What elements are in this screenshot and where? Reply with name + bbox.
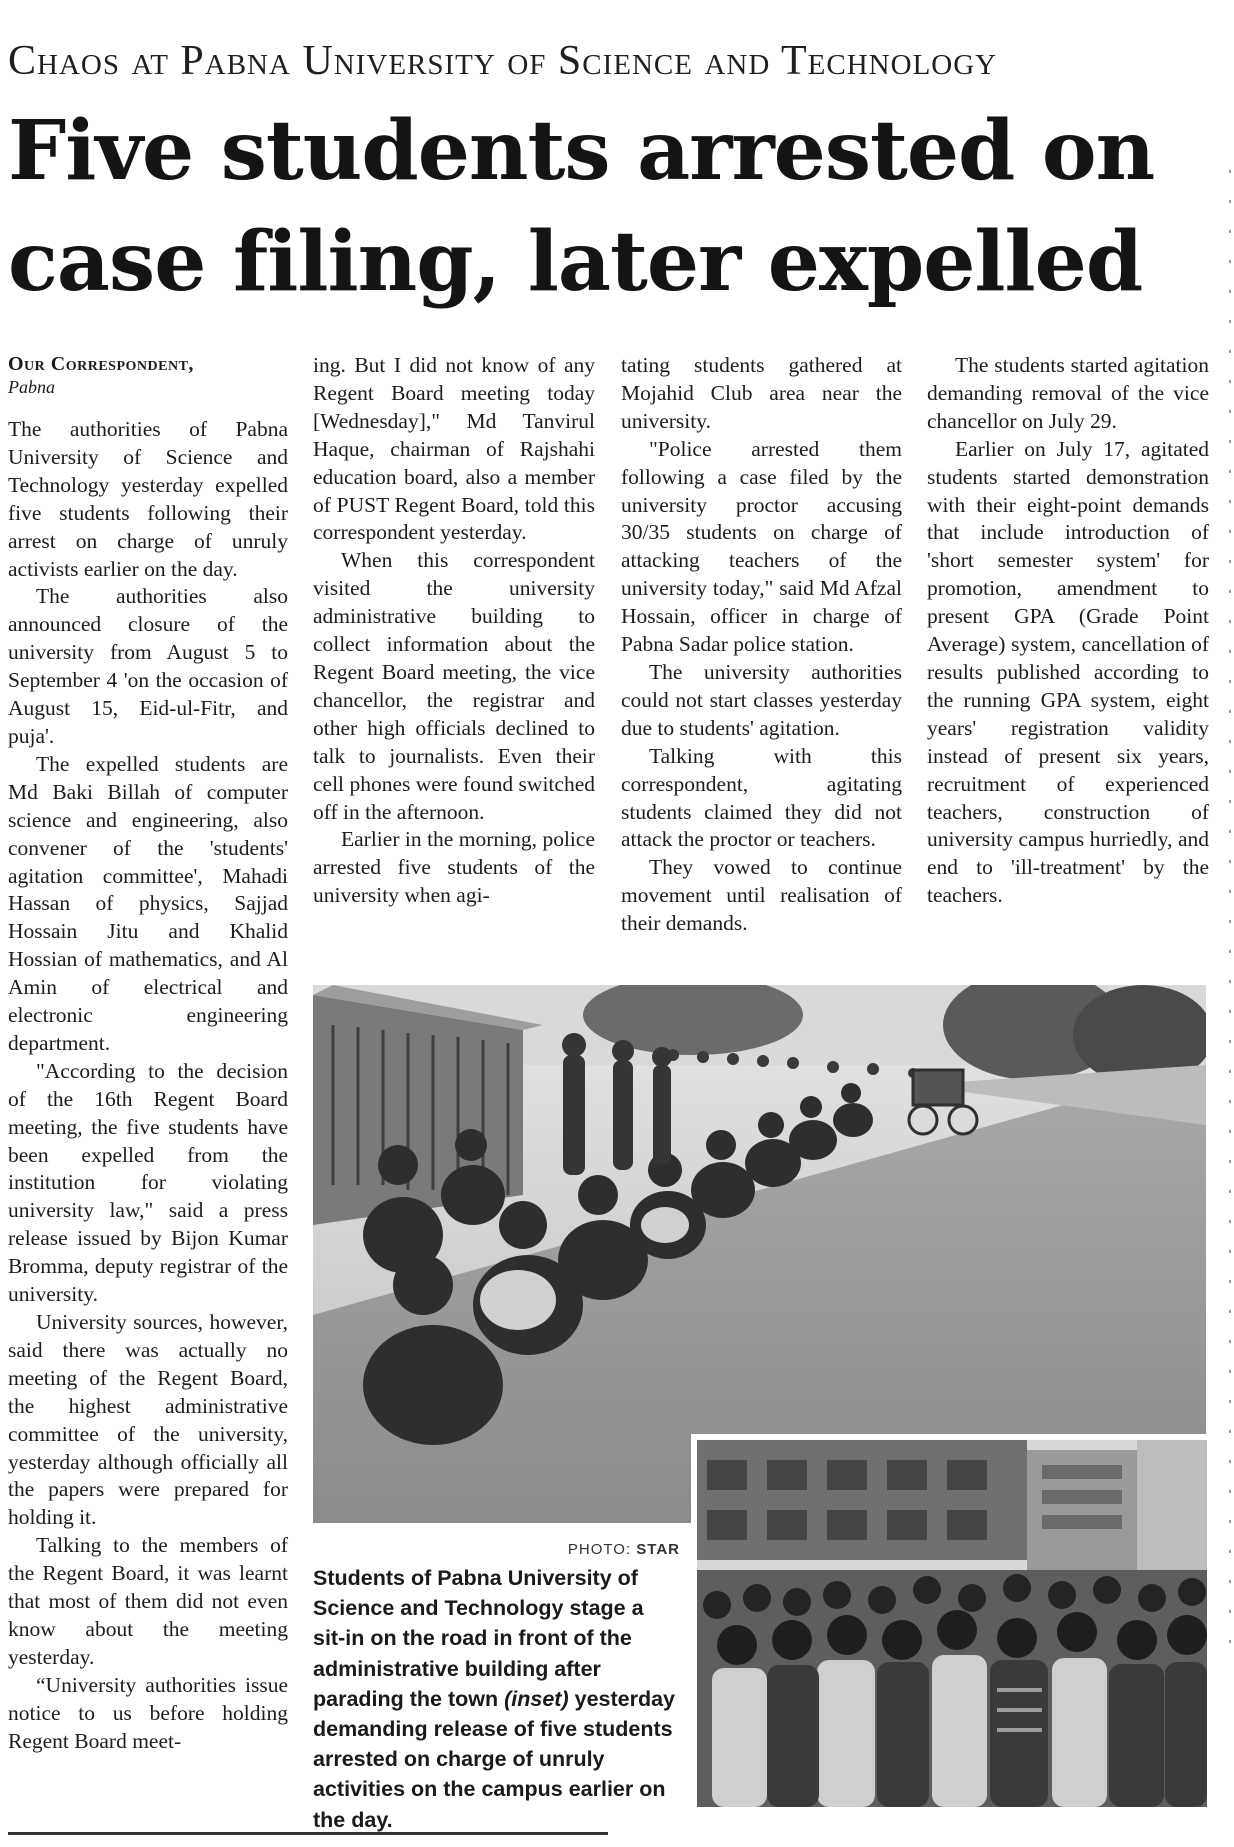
kicker: Chaos at Pabna University of Science and Technology [8,38,998,84]
paragraph: Talking to the members of the Regent Board, it was learnt that most of them did not even know about the meeting yesterday. [8,1533,288,1669]
paragraph: Earlier in the morning, police arrested five students of the university when agi- [313,827,595,908]
bottom-rule [8,1832,608,1835]
paragraph: When this correspondent visited the university administrative building to collect information about the Regent Board meeting, the vice chancellor, the registrar and other high officials declined to talk to journalists. Even their cell phones were found switched off in the afternoon. [313,548,595,824]
paragraph: Earlier on July 17, agitated students started demonstration with their eight-point demands that include introduction of 'short semester system' for promotion, amendment to present GPA (Grade Point Average) system, cancellation of results published according to the running GPA system, eight years' registration validity instead of present six years, recruitment of experienced teachers, construction of university campus hurriedly, and end to 'ill-treatment' by the teachers. [927,436,1209,908]
inset-photo [697,1440,1207,1807]
column-1 [8,352,288,1756]
paragraph: ing. But I did not know of any Regent Board meeting today [Wednesday]," Md Tanvirul Haque, chairman of Rajshahi education board, also a member of PUST Regent Board, told this correspondent yesterday. [313,353,595,545]
paragraph: The authorities also announced closure of the university from August 5 to September 4 'on the occasion of August 15, Eid-ul-Fitr, and puja'. [8,584,288,748]
paragraph: tating students gathered at Mojahid Club area near the university. [621,353,902,433]
photo-credit-prefix: PHOTO: [567,1541,632,1558]
paragraph: The university authorities could not start classes yesterday due to students' agitation. [621,659,902,740]
paragraph: They vowed to continue movement until realisation of their demands. [621,855,902,936]
paragraph: The authorities of Pabna University of Science and Technology yesterday expelled five students following their arrest on charge of unruly activists earlier on the day. [8,417,288,581]
photo-credit-source: STAR [636,1541,680,1558]
column-4 [927,352,1209,910]
photo-credit [315,1541,680,1558]
headline [8,96,1223,318]
byline-name: Our Correspondent, [8,353,194,375]
paragraph: Talking with this correspondent, agitating students claimed they did not attack the proctor or teachers. [621,743,902,852]
paragraph: The expelled students are Md Baki Billah of computer science and engineering, also convener of the 'students' agitation committee', Mahadi Hassan of physics, Sajjad Hossain Jitu and Khalid Hossian of mathematics, and Al Amin of electrical and electronic engineering department. [8,751,288,1055]
column-2 [313,352,595,910]
column-3 [621,352,902,938]
column-rule-right [1229,170,1231,1670]
headline-line-1: Five students arrested on [8,103,1155,199]
byline [8,352,288,398]
paragraph: “University authorities issue notice to us before holding Regent Board meet- [8,1672,288,1753]
caption-inset-label: (inset) [504,1686,569,1711]
procession-photo-image [697,1440,1207,1807]
photo-caption [313,1563,680,1835]
byline-place: Pabna [8,377,55,397]
paragraph: University sources, however, said there was actually no meeting of the Regent Board, the highest administrative committee of the university, yesterday although officially all the papers were prepared for holding it. [8,1310,288,1530]
paragraph: The students started agitation demanding removal of the vice chancellor on July 29. [927,353,1209,433]
caption-text-end: yesterday demanding release of five students arrested on charge of unruly activities on the campus earlier on the day. [313,1686,676,1832]
paragraph: "According to the decision of the 16th Regent Board meeting, the five students have been expelled from the institution for violating university law," said a press release issued by Bijon Kumar Bromma, deputy registrar of the university. [8,1058,288,1307]
paragraph: "Police arrested them following a case filed by the university proctor accusing 30/35 students on charge of attacking teachers of the university today," said Md Afzal Hossain, officer in charge of Pabna Sadar police station. [621,436,902,657]
caption-text: Students of Pabna University of Science and Technology stage a sit-in on the road in front of the administrative building after parading the town [313,1566,644,1711]
headline-line-2: case filing, later expelled [8,214,1143,310]
